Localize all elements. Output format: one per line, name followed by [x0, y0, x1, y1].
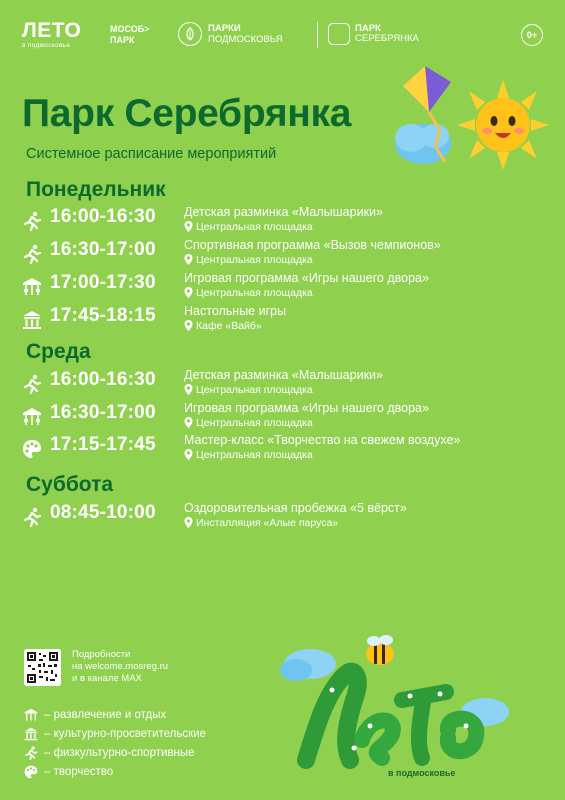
event-time: 17:00-17:30 [50, 272, 156, 293]
details-link[interactable]: на welcome.mosreg.ru [72, 661, 169, 672]
header-logos [22, 18, 543, 58]
page-subtitle: Системное расписание мероприятий [26, 146, 277, 162]
sun-illustration [455, 80, 550, 170]
event-name: Игровая программа «Игры нашего двора» [184, 271, 429, 285]
event-place: Центральная площадка [196, 287, 313, 299]
details-info [72, 649, 168, 685]
palette-icon [22, 439, 42, 459]
event-time: 16:00-16:30 [50, 369, 156, 390]
leto-logo-subtext: в подмосковье [22, 42, 71, 49]
details-line: и в канале MAX [72, 673, 142, 684]
header-divider [317, 22, 318, 48]
location-pin-icon [184, 384, 193, 395]
schedule-event [22, 205, 542, 237]
schedule-event [22, 271, 542, 303]
event-place: Инсталляция «Алые паруса» [196, 517, 339, 529]
location-pin-icon [184, 417, 193, 428]
leto-art-subtext: в подмосковье [388, 768, 456, 778]
day-heading: Понедельник [26, 178, 166, 201]
location-pin-icon [184, 320, 193, 331]
event-place: Центральная площадка [196, 449, 313, 461]
leto-logo [22, 20, 81, 50]
event-name: Настольные игры [184, 304, 287, 318]
parki-podmoskovya-logo [178, 22, 282, 46]
parki-logo-line2: ПОДМОСКОВЬЯ [208, 34, 283, 45]
legend-label: – физкультурно-спортивные [44, 747, 195, 759]
event-place: Кафе «Вайб» [196, 320, 262, 332]
carousel-icon [24, 708, 38, 722]
location-pin-icon [184, 449, 193, 460]
event-name: Игровая программа «Игры нашего двора» [184, 401, 429, 415]
leto-grass-illustration [270, 630, 510, 780]
running-icon [22, 211, 42, 231]
schedule-event [22, 401, 542, 433]
mosoblpark-logo [110, 24, 150, 46]
leto-logo-text: ЛЕТО [22, 19, 82, 42]
schedule-event [22, 433, 542, 465]
event-time: 16:00-16:30 [50, 206, 156, 227]
park-logo-line1: ПАРК [355, 22, 381, 34]
legend-label: – творчество [44, 766, 114, 778]
event-place: Центральная площадка [196, 417, 313, 429]
event-place: Центральная площадка [196, 254, 313, 266]
event-time: 17:45-18:15 [50, 305, 156, 326]
running-icon [22, 374, 42, 394]
schedule-event [22, 304, 542, 336]
legend-label: – развлечение и отдых [44, 709, 167, 721]
legend-label: – культурно-просветительские [44, 728, 206, 740]
bee-icon [366, 635, 394, 665]
event-name: Оздоровительная пробежка «5 вёрст» [184, 501, 407, 515]
event-name: Детская разминка «Малышарики» [184, 205, 383, 219]
event-time: 08:45-10:00 [50, 502, 156, 523]
event-name: Детская разминка «Малышарики» [184, 368, 383, 382]
event-name: Спортивная программа «Вызов чемпионов» [184, 238, 441, 252]
carousel-icon [22, 277, 42, 297]
leaf-icon [178, 22, 202, 46]
mosoblpark-logo-line1: МОСОБ> [110, 24, 150, 34]
museum-icon [24, 727, 38, 741]
park-emblem-icon [328, 23, 350, 45]
park-serebryanka-logo [328, 23, 419, 45]
carousel-icon [22, 407, 42, 427]
location-pin-icon [184, 517, 193, 528]
event-place: Центральная площадка [196, 221, 313, 233]
schedule-event [22, 238, 542, 270]
palette-icon [24, 765, 38, 779]
event-time: 16:30-17:00 [50, 402, 156, 423]
schedule-event [22, 501, 542, 533]
age-rating-badge: 0+ [521, 24, 543, 46]
details-line: Подробности [72, 649, 131, 660]
day-heading: Суббота [26, 473, 114, 496]
event-time: 17:15-17:45 [50, 434, 156, 455]
qr-code[interactable] [24, 649, 61, 686]
location-pin-icon [184, 221, 193, 232]
event-name: Мастер-класс «Творчество на свежем воздухе» [184, 433, 461, 447]
parki-logo-line1: ПАРКИ [208, 23, 241, 34]
park-logo-line2: СЕРЕБРЯНКА [355, 33, 419, 44]
event-place: Центральная площадка [196, 384, 313, 396]
mosoblpark-logo-line2: ПАРК [110, 35, 135, 45]
location-pin-icon [184, 287, 193, 298]
page-title: Парк Серебрянка [22, 92, 352, 135]
schedule-event [22, 368, 542, 400]
location-pin-icon [184, 254, 193, 265]
running-icon [22, 244, 42, 264]
event-time: 16:30-17:00 [50, 239, 156, 260]
day-heading: Среда [26, 340, 91, 363]
museum-icon [22, 310, 42, 330]
running-icon [22, 507, 42, 527]
running-icon [24, 746, 38, 760]
kite-cloud-illustration [385, 66, 465, 171]
